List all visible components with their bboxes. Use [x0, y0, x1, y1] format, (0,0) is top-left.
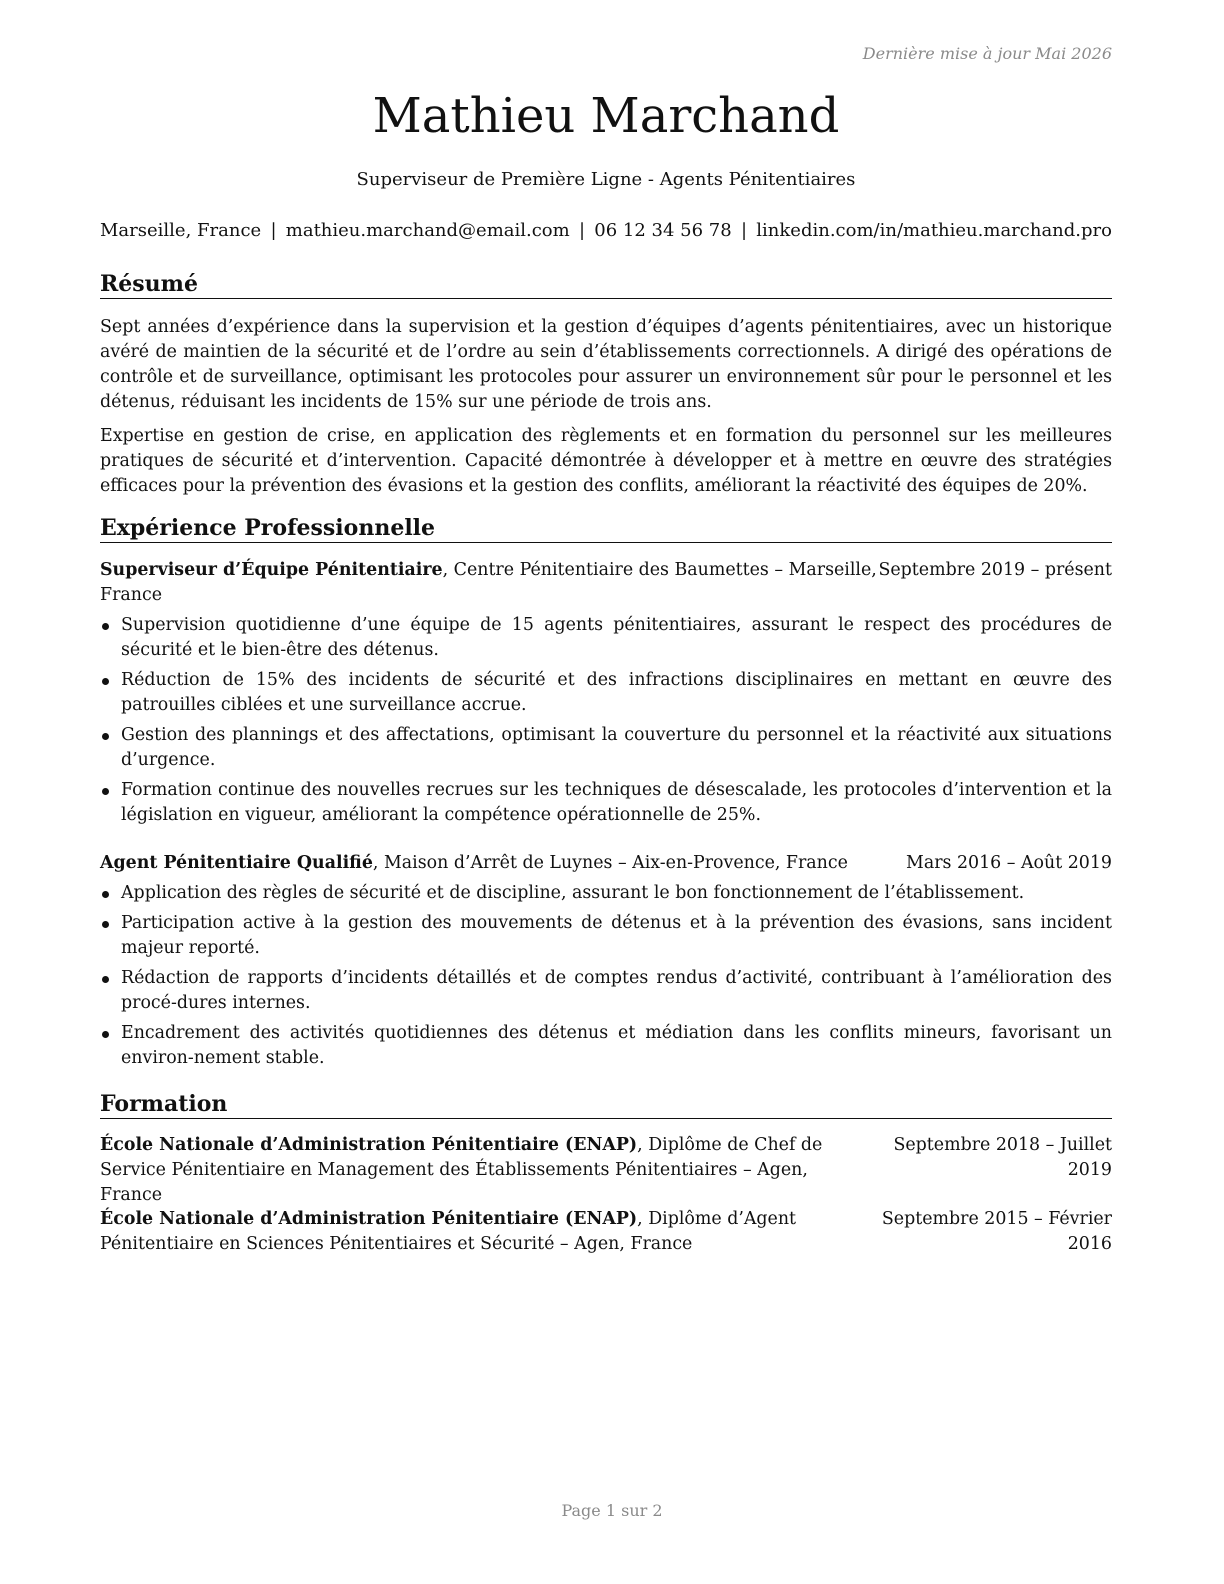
contact-phone[interactable]: 06 12 34 56 78	[594, 220, 732, 241]
education-dates: Septembre 2018 – Juillet	[893, 1135, 1112, 1155]
bullet-icon	[102, 976, 109, 983]
list-item: Encadrement des activités quotidiennes des détenus et médiation dans les conflits mineurs, favorisant un environ-nement stable.	[100, 1021, 1112, 1071]
list-item: Gestion des plannings et des affectations, optimisant la couverture du personnel et la réactivité aux situations d’urgence.	[100, 723, 1112, 773]
section-title-summary: Résumé	[100, 270, 1112, 299]
summary-paragraph: Sept années d’expérience dans la supervision et la gestion d’équipes d’agents pénitentiaires, avec un historique avéré de maintien de la sécurité et de l’ordre au sein d’établissements correctionnels. A dirigé des opérations de contrôle et de surveillance, optimisant les protocoles pour assurer un environnement sûr pour le personnel et les détenus, réduisant les incidents de 15% sur une période de trois ans.	[100, 317, 1112, 412]
list-item: Supervision quotidienne d’une équipe de 15 agents pénitentiaires, assurant le respect des procédures de sécurité et le bien-être des détenus.	[100, 613, 1112, 663]
education-degree: , Diplôme d’Agent Pénitentiaire en Sciences Pénitentiaires et Sécurité – Agen, France	[100, 1209, 797, 1254]
job-title: Agent Pénitentiaire Qualifié	[100, 853, 373, 873]
contact-separator: |	[270, 220, 277, 241]
job-bullets	[100, 613, 1112, 833]
job-header	[100, 851, 1112, 876]
job-title: Superviseur d’Équipe Pénitentiaire	[100, 560, 443, 580]
contact-email[interactable]: mathieu.marchand@email.com	[285, 220, 570, 241]
job-header	[100, 558, 1112, 608]
section-title-experience: Expérience Professionnelle	[100, 514, 1112, 543]
candidate-name: Mathieu Marchand	[372, 88, 840, 144]
list-item: Participation active à la gestion des mouvements de détenus et à la prévention des évasions, sans incident majeur reporté.	[100, 911, 1112, 961]
list-item: Rédaction de rapports d’incidents détaillés et de comptes rendus d’activité, contribuant à l’amélioration des procé-dures internes.	[100, 966, 1112, 1016]
contact-separator: |	[740, 220, 748, 241]
education-dates: 2019	[1067, 1160, 1112, 1180]
last-updated: Dernière mise à jour Mai 2026	[862, 44, 1112, 63]
job-place: , Centre Pénitentiaire des Baumettes – Marseille,	[442, 560, 877, 580]
job-dates: Mars 2016 – Août 2019	[906, 853, 1112, 873]
job-bullets	[100, 881, 1112, 1076]
bullet-icon	[102, 733, 109, 740]
job-place-continued: France	[100, 585, 162, 605]
education-school: École Nationale d’Administration Pénitentiaire (ENAP)	[100, 1135, 638, 1155]
bullet-icon	[102, 623, 109, 630]
education-item	[100, 1133, 1112, 1208]
education-dates: Septembre 2015 – Février	[881, 1209, 1112, 1229]
contact-line	[100, 219, 1112, 243]
bullet-icon	[102, 678, 109, 685]
list-item: Application des règles de sécurité et de discipline, assurant le bon fonctionnement de l’établissement.	[100, 881, 1112, 906]
list-item: Réduction de 15% des incidents de sécurité et des infractions disciplinaires en mettant en œuvre des patrouilles ciblées et une surveillance accrue.	[100, 668, 1112, 718]
summary-paragraph: Expertise en gestion de crise, en application des règlements et en formation du personnel sur les meilleures pratiques de sécurité et d’intervention. Capacité démontrée à développer et à mettre en œuvre des stratégies efficaces pour la prévention des évasions et la gestion des conflits, améliorant la réactivité des équipes de 20%.	[100, 426, 1112, 496]
bullet-icon	[102, 788, 109, 795]
job-dates: Septembre 2019 – présent	[878, 560, 1112, 580]
bullet-icon	[102, 891, 109, 898]
section-title-education: Formation	[100, 1090, 1112, 1119]
list-item: Formation continue des nouvelles recrues sur les techniques de désescalade, les protocoles d’intervention et la législation en vigueur, améliorant la compétence opérationnelle de 25%.	[100, 778, 1112, 828]
job-subtitle: Superviseur de Première Ligne - Agents Pénitentiaires	[356, 169, 856, 190]
contact-location: Marseille, France	[100, 220, 262, 241]
education-item	[100, 1207, 1112, 1257]
page-number: Page 1 sur 2	[561, 1501, 663, 1520]
contact-linkedin[interactable]: linkedin.com/in/mathieu.marchand.pro	[756, 220, 1112, 241]
bullet-icon	[102, 921, 109, 928]
job-place: , Maison d’Arrêt de Luynes – Aix-en-Provence, France	[372, 853, 848, 873]
contact-separator: |	[578, 220, 586, 241]
education-school: École Nationale d’Administration Pénitentiaire (ENAP)	[100, 1209, 638, 1229]
education-degree: , Diplôme de Chef de Service Pénitentiaire en Management des Établissements Pénitentiaires – Agen, France	[100, 1135, 823, 1205]
bullet-icon	[102, 1031, 109, 1038]
education-dates: 2016	[1067, 1234, 1112, 1254]
